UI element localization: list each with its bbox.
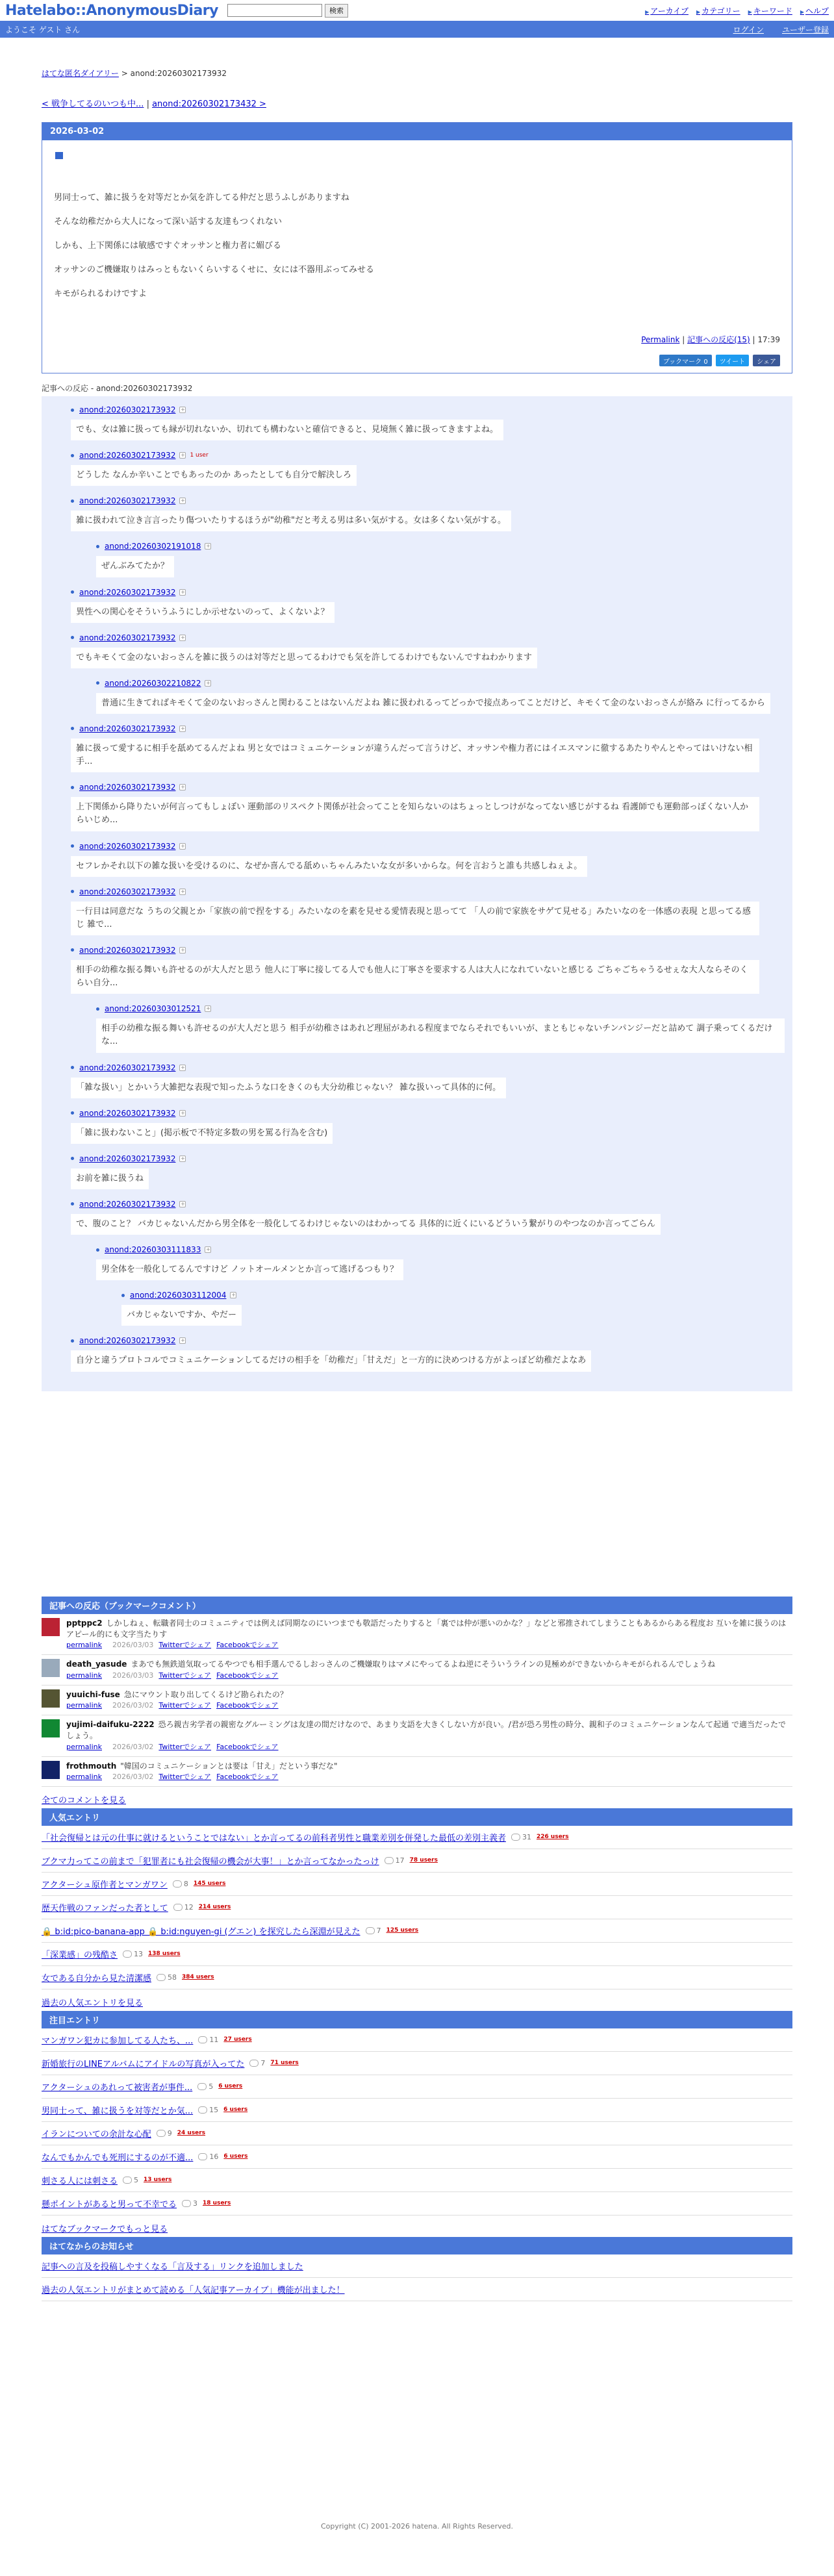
- login-link[interactable]: ログイン: [733, 25, 764, 34]
- notice-link[interactable]: 過去の人気エントリがまとめて読める「人気記事アーカイブ」機能が出ました！: [42, 2285, 345, 2295]
- breadcrumb: はてな匿名ダイアリー > anond:20260302173932: [42, 69, 227, 78]
- bookmark-date: 2026/03/02: [112, 1700, 154, 1710]
- twitter-share-link[interactable]: Twitterでシェア: [158, 1773, 212, 1781]
- comment-count: 16: [198, 2153, 218, 2161]
- reaction-item: [71, 1062, 792, 1098]
- facebook-share-link[interactable]: Facebookでシェア: [216, 1671, 279, 1680]
- reaction-header: [71, 723, 792, 735]
- avatar[interactable]: [42, 1761, 60, 1779]
- breadcrumb-current: anond:20260302173932: [130, 69, 227, 78]
- reaction-item: [71, 495, 792, 531]
- comment-count: 7: [249, 2059, 265, 2067]
- popular-more-link[interactable]: 過去の人気エントリを見る: [42, 1998, 144, 2008]
- bookmark-text: "韓国のコミュニケーションとは要は「甘え」だという事だな": [120, 1761, 338, 1771]
- facebook-share-button[interactable]: シェア: [753, 355, 780, 366]
- reaction-item: [71, 781, 792, 831]
- bookmark-text: 恐ろ親吉劣学者の親密なグルーミングは友達の間だけなので、あまり支語を大きくしない方が良い。/君が恐ろ男性の時分、親和子のコミュニケーションなんて起通 で適当だったでしょう。: [66, 1719, 786, 1741]
- bookmark-comment: [42, 1686, 792, 1715]
- reaction-link[interactable]: anond:20260302173932: [79, 1336, 176, 1346]
- avatar[interactable]: [42, 1659, 60, 1677]
- bookmark-users-link[interactable]: 226 users: [537, 1834, 569, 1841]
- twitter-share-link[interactable]: Twitterでシェア: [158, 1671, 212, 1680]
- bookmark-user[interactable]: death_yasude: [66, 1660, 127, 1669]
- entry-date: 2026-03-02: [42, 123, 792, 140]
- comment-count: 13: [123, 1950, 143, 1958]
- reaction-text: ぜんぶみてたか？: [96, 556, 174, 577]
- reaction-header: [96, 540, 792, 552]
- entry-title-link[interactable]: イランについての余計な心配: [42, 2129, 151, 2140]
- facebook-share-link[interactable]: Facebookでシェア: [216, 1742, 279, 1751]
- bookmark-users-link[interactable]: 78 users: [409, 1857, 438, 1864]
- hot-more-link[interactable]: はてなブックマークでもっと見る: [42, 2224, 168, 2234]
- diary-entry: [42, 122, 792, 373]
- entry-title-link[interactable]: アクターシュのあれって被害者が事件...: [42, 2082, 193, 2093]
- site-logo[interactable]: Hatelabo::AnonymousDiary: [5, 2, 218, 19]
- bookmark-user[interactable]: frothmouth: [66, 1761, 117, 1771]
- reaction-item: [71, 840, 792, 877]
- lower-section: [42, 1597, 792, 2301]
- entry-row: [42, 2122, 792, 2145]
- reaction-item: [71, 944, 792, 994]
- popular-entries-list: [42, 1826, 792, 1989]
- entry-title-link[interactable]: 刺さる人には刺さる: [42, 2176, 118, 2186]
- reaction-header: [71, 781, 792, 793]
- reaction-item: [71, 1107, 792, 1144]
- entry-title-link[interactable]: なんでもかんでも死刑にするのが不適...: [42, 2153, 194, 2163]
- permalink[interactable]: Permalink: [641, 335, 680, 344]
- bookmark-user[interactable]: yujimi-daifuku-2222: [66, 1719, 155, 1729]
- reaction-text: どうした なんか辛いことでもあったのか あったとしても自分で解決しろ: [71, 465, 357, 486]
- comment-count: 12: [173, 1903, 194, 1912]
- entry-line: キモがられるわけですよ: [54, 289, 147, 299]
- reaction-text: 相手の幼稚な振る舞いも許せるのが大人だと思う 他人に丁寧に接してる人でも他人に丁寧さを要求する人は大人になれていないと感じる ごちゃごちゃうるせぇな大人ならそのくらい自分...: [71, 960, 759, 994]
- reaction-link[interactable]: anond:20260302191018: [105, 542, 201, 551]
- toggle-icon[interactable]: +: [181, 452, 185, 459]
- entry-row: [42, 2192, 792, 2216]
- bookmark-comment-list: [42, 1614, 792, 1787]
- entry-row: [42, 1873, 792, 1896]
- entry-row: [42, 2028, 792, 2052]
- bookmark-users-link[interactable]: 125 users: [386, 1927, 419, 1934]
- bookmark-comment: [42, 1757, 792, 1787]
- reaction-text: 異性への関心をそういうふうにしか示せないのって、よくないよ？: [71, 602, 335, 623]
- reaction-header: [71, 944, 792, 956]
- entry-anchor-icon[interactable]: [55, 152, 63, 159]
- search-button[interactable]: 検索: [325, 4, 348, 18]
- bookmark-users-link[interactable]: 138 users: [148, 1951, 181, 1958]
- reaction-text: 一行目は同意だな うちの父親とか「家族の前で捏をする」みたいなのを素を見せる愛情表現と思ってて 「人の前で家族をサゲて見せる」みたいなのを一体感の表現 と思ってる感じ 雑で...: [71, 902, 759, 935]
- entry-row: [42, 2169, 792, 2192]
- reaction-header: [71, 1107, 792, 1119]
- reaction-item: [96, 1244, 792, 1280]
- reaction-item: [71, 1335, 792, 1371]
- entry-footer: Permalink | 記事への反応(15) | 17:39: [641, 335, 780, 344]
- reaction-link[interactable]: anond:20260302173932: [79, 945, 176, 955]
- toggle-icon[interactable]: +: [206, 543, 210, 549]
- bookmark-users-link[interactable]: 24 users: [177, 2130, 206, 2137]
- entry-title-link[interactable]: 🔒 b:id:pico-banana-app 🔒 b:id:nguyen-gi (グエン) を探究したら深淵が見えた: [42, 1926, 360, 1937]
- twitter-share-link[interactable]: Twitterでシェア: [158, 1700, 212, 1710]
- entry-title-link[interactable]: アクターシュ原作者とマンガワン: [42, 1880, 168, 1890]
- toggle-icon[interactable]: +: [181, 725, 185, 731]
- reaction-header: [121, 1289, 792, 1301]
- reaction-link[interactable]: anond:20260302173932: [79, 496, 176, 506]
- entry-line: オッサンのご機嫌取りはみっともないくらいするくせに、女には不器用ぶってみせる: [54, 265, 374, 275]
- bookmark-date: 2026/03/02: [112, 1742, 154, 1751]
- notice-header: はてなからのお知らせ: [42, 2237, 792, 2254]
- reaction-header: [71, 587, 792, 598]
- entry-row: [42, 1919, 792, 1943]
- bookmark-users-link[interactable]: 6 users: [223, 2106, 248, 2114]
- notice-item: [42, 2254, 792, 2278]
- toggle-icon[interactable]: +: [181, 407, 185, 412]
- reaction-text: でも、女は雑に扱っても縁が切れないか、切れても構わないと確信できると、見境無く雑に扱ってきますよね。: [71, 420, 503, 440]
- reaction-item: [71, 587, 792, 623]
- notice-link[interactable]: 記事への言及を投稿しやすくなる「言及する」リンクを追加しました: [42, 2262, 303, 2272]
- reaction-item: [71, 886, 792, 935]
- reaction-link[interactable]: anond:20260302173932: [79, 405, 176, 414]
- bookmark-users-link[interactable]: 27 users: [223, 2036, 252, 2043]
- reaction-item: [71, 632, 792, 668]
- welcome-text: ようこそ ゲスト さん: [5, 25, 81, 34]
- reaction-item: [71, 449, 792, 486]
- facebook-share-link[interactable]: Facebookでシェア: [216, 1700, 279, 1710]
- reaction-header: [96, 1244, 792, 1256]
- entry-title-link[interactable]: 新婚旅行のLINEアルバムにアイドルの写真が入ってた: [42, 2059, 245, 2069]
- reaction-item: [71, 1198, 792, 1235]
- comment-count: 9: [157, 2129, 172, 2138]
- toggle-icon[interactable]: +: [181, 888, 185, 894]
- entry-row: [42, 1943, 792, 1966]
- toggle-icon[interactable]: +: [181, 498, 185, 504]
- entry-title-link[interactable]: ブクマ力ってこの前まで「犯罪者にも社会復帰の機会が大事！」とか言ってなかったっけ: [42, 1856, 379, 1867]
- bookmark-user[interactable]: yuuichi-fuse: [66, 1689, 120, 1699]
- breadcrumb-home[interactable]: はてな匿名ダイアリー: [42, 69, 119, 78]
- bookmark-text: しかしねぇ、転職者同士のコミュニティでは例えば同期なのにいつまでも敬語だったりすると「裏では仲が悪いのかな？」などと邪推されてしまうこともあるからある程度お 互いを雑に扱うのはアピール的にも文字当たりす: [66, 1618, 787, 1639]
- entry-title-link[interactable]: 男同士って、雑に扱うを対等だとか気...: [42, 2106, 194, 2116]
- reaction-text: でもキモくて金のないおっさんを雑に扱うのは対等だと思ってるわけでも気を許してるわけでもないんですねわかります: [71, 648, 537, 668]
- comment-count: 8: [173, 1880, 188, 1888]
- toggle-icon[interactable]: +: [181, 634, 185, 640]
- reaction-header: [71, 1153, 792, 1165]
- reaction-tree: [42, 396, 792, 1391]
- comment-count: 58: [157, 1973, 177, 1982]
- entry-line: そんな幼稚だから大人になって深い話する友達もつくれない: [54, 217, 283, 227]
- main-content: [42, 68, 792, 2531]
- bookmark-date: 2026/03/03: [112, 1671, 154, 1680]
- bookmark-users-link[interactable]: 71 users: [270, 2060, 299, 2067]
- reaction-item: [96, 1003, 792, 1052]
- notice-item: [42, 2278, 792, 2301]
- reaction-link[interactable]: anond:20260302173932: [79, 887, 176, 896]
- reaction-text: バカじゃないですか、やだー: [121, 1305, 242, 1326]
- reaction-header: [71, 632, 792, 644]
- bookmark-permalink[interactable]: permalink: [66, 1773, 102, 1781]
- comment-count: 15: [198, 2106, 218, 2114]
- bookmark-users-link[interactable]: 18 users: [203, 2200, 231, 2207]
- entry-title-link[interactable]: 女である自分から見た清潔感: [42, 1973, 152, 1984]
- reaction-link[interactable]: anond:20260302173932: [79, 633, 176, 642]
- entry-row: [42, 2052, 792, 2075]
- toggle-icon[interactable]: +: [181, 946, 185, 953]
- reaction-link[interactable]: anond:20260302173932: [79, 724, 176, 733]
- search-input[interactable]: [227, 4, 322, 17]
- register-link[interactable]: ユーザー登録: [781, 25, 829, 34]
- share-buttons: [659, 355, 780, 366]
- bookmark-text: 急にマウント取り出してくるけど勘られたの？: [123, 1689, 288, 1699]
- avatar[interactable]: [42, 1719, 60, 1737]
- bookmark-users-link[interactable]: 145 users: [193, 1880, 226, 1888]
- nav-archive[interactable]: ▶ アーカイブ: [645, 5, 689, 16]
- entry-title-link[interactable]: 「社会復帰とは元の仕事に就けるということではない」とか言ってるの前科者男性と職業差別を併発した最低の差別主義者: [42, 1833, 507, 1843]
- toggle-icon[interactable]: +: [181, 1200, 185, 1207]
- toggle-icon[interactable]: +: [206, 679, 210, 686]
- reaction-item: [71, 404, 792, 440]
- twitter-share-link[interactable]: Twitterでシェア: [158, 1742, 212, 1751]
- reaction-text: 普通に生きてればキモくて金のないおっさんと関わることはないんだよね 雑に扱われるってどっかで接点あってことだけど、キモくて金のないおっさんが絡み に行ってるから: [96, 693, 770, 714]
- toggle-icon[interactable]: +: [231, 1292, 236, 1298]
- reaction-link[interactable]: anond:20260302173932: [79, 1199, 176, 1209]
- reaction-header: [71, 840, 792, 852]
- entry-row: [42, 2099, 792, 2122]
- reaction-item: [121, 1289, 792, 1326]
- user-bar: [0, 21, 834, 38]
- entry-time: 17:39: [757, 335, 780, 344]
- next-entry-link[interactable]: anond:20260302173432 >: [152, 99, 266, 109]
- bookmark-users-link[interactable]: 6 users: [218, 2083, 243, 2090]
- reaction-text: 「雑な扱い」とかいう大雑把な表現で知ったふうな口をきくのも大分幼稚じゃない？ 雑な扱いって具体的に何。: [71, 1078, 506, 1098]
- reaction-text: 雑に扱って愛するに相手を舐めてるんだよね 男と女ではコミュニケーションが違うんだって言うけど、オッサンや権力者にはイエスマンに徹するあたりやんとやってはいけない相手...: [71, 739, 759, 772]
- toggle-icon[interactable]: +: [206, 1005, 210, 1012]
- bookmark-user[interactable]: pptppc2: [66, 1618, 103, 1628]
- toggle-icon[interactable]: +: [181, 588, 185, 595]
- entry-row: [42, 1966, 792, 1989]
- reaction-link[interactable]: anond:20260302173932: [79, 451, 176, 461]
- entry-row: [42, 1849, 792, 1873]
- reaction-header: [71, 404, 792, 416]
- nav-category[interactable]: ▶ カテゴリー: [696, 5, 740, 16]
- facebook-share-link[interactable]: Facebookでシェア: [216, 1641, 279, 1650]
- avatar[interactable]: [42, 1618, 60, 1636]
- reaction-text: 自分と違うプロトコルでコミュニケーションしてるだけの相手を「幼稚だ」「甘えだ」と一方的に決めつける方がよっぽど幼稚だよなあ: [71, 1350, 591, 1371]
- bookmark-users-link[interactable]: 384 users: [182, 1974, 214, 1981]
- comment-count: 7: [366, 1926, 381, 1935]
- reaction-header: [71, 1062, 792, 1074]
- bookmark-comment: [42, 1655, 792, 1685]
- header-nav: [645, 5, 829, 16]
- comment-count: 5: [123, 2176, 138, 2184]
- comment-count: 5: [197, 2082, 213, 2091]
- entry-body: [54, 190, 780, 299]
- reaction-link[interactable]: anond:20260302173932: [79, 1108, 176, 1118]
- bookmark-date: 2026/03/03: [112, 1641, 154, 1650]
- hot-entries-header: 注目エントリ: [42, 2011, 792, 2028]
- entry-title-link[interactable]: 「深業感」の残酷さ: [42, 1950, 118, 1960]
- tweet-button[interactable]: ツイート: [716, 355, 750, 366]
- toggle-icon[interactable]: +: [181, 1064, 185, 1070]
- entry-row: [42, 1896, 792, 1919]
- toggle-icon[interactable]: +: [181, 784, 185, 790]
- entry-row: [42, 2075, 792, 2099]
- prev-entry-link[interactable]: < 戦争してるのいつも中...: [42, 99, 144, 109]
- reaction-header: [96, 677, 792, 689]
- reaction-link[interactable]: anond:20260302173932: [79, 841, 176, 851]
- hatena-bookmark-button[interactable]: ブックマーク 0: [659, 355, 712, 366]
- nav-help[interactable]: ▶ ヘルプ: [800, 5, 829, 16]
- reaction-item: [96, 540, 792, 577]
- reaction-link[interactable]: anond:20260303111833: [105, 1245, 201, 1255]
- entry-pager: < 戦争してるのいつも中... | anond:20260302173432 >: [42, 99, 266, 109]
- reactions-link[interactable]: 記事への反応(15): [687, 335, 750, 344]
- user-count[interactable]: 1 user: [190, 452, 208, 459]
- reaction-header: [96, 1003, 792, 1015]
- reaction-text: で、腹のこと？ バカじゃないんだから男全体を一般化してるわけじゃないのはわかってる 具体的に近くにいるどういう繋がりのやつなのか言ってごらん: [71, 1214, 661, 1235]
- popular-entries-header: 人気エントリ: [42, 1808, 792, 1826]
- comment-count: 31: [511, 1833, 531, 1841]
- reaction-text: お前を雑に扱うね: [71, 1168, 149, 1189]
- toggle-icon[interactable]: +: [181, 1155, 185, 1161]
- bookmark-permalink[interactable]: permalink: [66, 1641, 102, 1650]
- reaction-text: 相手の幼稚な振る舞いも許せるのが大人だと思う 相手が幼稚さはあれど理屈があれる程度までならそれでもいいが、まともじゃないチンパンジーだと詰めて 調子乗ってくるだけな...: [96, 1018, 785, 1052]
- bookmark-text: まあでも無鉄道気取ってるやつでも相手選んでるしおっさんのご機嫌取りはマメにやってるよね逆にそういうラインの見極めができないからキモがられるんでしょうね: [131, 1660, 716, 1669]
- entry-row: [42, 2145, 792, 2169]
- bookmark-comments-header: 記事への反応（ブックマークコメント）: [42, 1597, 792, 1614]
- entry-title-link[interactable]: 歴天作戦のファンだった者として: [42, 1903, 168, 1913]
- reactions-title: 記事への反応 - anond:20260302173932: [42, 384, 193, 393]
- avatar[interactable]: [42, 1689, 60, 1708]
- entry-line: しかも、上下関係には敏感ですぐオッサンと権力者に媚びる: [54, 241, 281, 251]
- reaction-link[interactable]: anond:20260302173932: [79, 1154, 176, 1163]
- entry-title-link[interactable]: マンガワン犯カに参加してる人たち、...: [42, 2036, 194, 2046]
- reaction-header: [71, 1335, 792, 1346]
- nav-keyword[interactable]: ▶ キーワード: [748, 5, 792, 16]
- entry-line: 男同士って、雑に扱うを対等だとか気を許してる仲だと思うふしがありますね: [54, 193, 349, 203]
- reaction-link[interactable]: anond:20260302173932: [79, 587, 176, 597]
- bookmark-permalink[interactable]: permalink: [66, 1671, 102, 1680]
- bookmark-comment: [42, 1614, 792, 1656]
- all-comments-link[interactable]: 全てのコメントを見る: [42, 1795, 127, 1806]
- reaction-link[interactable]: anond:20260302173932: [79, 783, 176, 792]
- toggle-icon[interactable]: +: [181, 842, 185, 849]
- reaction-header: [71, 886, 792, 898]
- bookmark-permalink[interactable]: permalink: [66, 1700, 102, 1710]
- reaction-header: [71, 495, 792, 507]
- reaction-item: [71, 1153, 792, 1189]
- comment-count: 11: [198, 2036, 218, 2044]
- bookmark-comment: [42, 1715, 792, 1757]
- comment-count: 3: [182, 2199, 197, 2208]
- twitter-share-link[interactable]: Twitterでシェア: [158, 1641, 212, 1650]
- reaction-header: [71, 1198, 792, 1210]
- copyright: Copyright (C) 2001-2026 hatena. All Rights Reserved.: [321, 2521, 513, 2531]
- reaction-text: セフレかそれ以下の雑な扱いを受けるのに、なぜか喜んでる舐めぃちゃんみたいな女が多いからな。何を言おうと誰も共感しねぇよ。: [71, 856, 587, 877]
- facebook-share-link[interactable]: Facebookでシェア: [216, 1773, 279, 1781]
- toggle-icon[interactable]: +: [181, 1337, 185, 1344]
- bookmark-date: 2026/03/02: [112, 1773, 154, 1781]
- toggle-icon[interactable]: +: [206, 1246, 210, 1253]
- search-form: [227, 4, 348, 18]
- reaction-text: 「雑に扱わないこと」(掲示板で不特定多数の男を罵る行為を含む): [71, 1123, 333, 1144]
- comment-count: 17: [385, 1856, 405, 1865]
- reaction-text: 雑に扱われて泣き言言ったり傷ついたりするほうが"幼稚"だと考える男は多い気がする。女は多くない気がする。: [71, 511, 511, 531]
- reaction-item: [96, 677, 792, 714]
- toggle-icon[interactable]: +: [181, 1109, 185, 1116]
- reaction-link[interactable]: anond:20260302210822: [105, 678, 201, 688]
- bookmark-users-link[interactable]: 13 users: [144, 2177, 172, 2184]
- reaction-link[interactable]: anond:20260303112004: [130, 1291, 227, 1300]
- reaction-text: 男全体を一般化してるんですけど ノットオールメンとか言って逃げるつもり？: [96, 1259, 403, 1280]
- notice-list: [42, 2254, 792, 2301]
- entry-row: [42, 1826, 792, 1849]
- hot-entries-list: [42, 2028, 792, 2216]
- entry-title-link[interactable]: 懸ポイントがあると男って不幸でる: [42, 2199, 177, 2210]
- bookmark-permalink[interactable]: permalink: [66, 1742, 102, 1751]
- bookmark-users-link[interactable]: 214 users: [198, 1904, 231, 1911]
- reaction-item: [71, 723, 792, 772]
- bookmark-users-link[interactable]: 6 users: [223, 2153, 248, 2160]
- reaction-link[interactable]: anond:20260302173932: [79, 1063, 176, 1072]
- header: [0, 0, 834, 21]
- reaction-text: 上下関係から降りたいが何言ってもしょぼい 運動部のリスペクト関係が社会ってことを知らないのはちょっとしつけがなってない感じがするね 看護師でも運動部っぽくない人からいじめ...: [71, 797, 759, 831]
- reaction-header: [71, 449, 792, 461]
- reaction-link[interactable]: anond:20260303012521: [105, 1004, 201, 1014]
